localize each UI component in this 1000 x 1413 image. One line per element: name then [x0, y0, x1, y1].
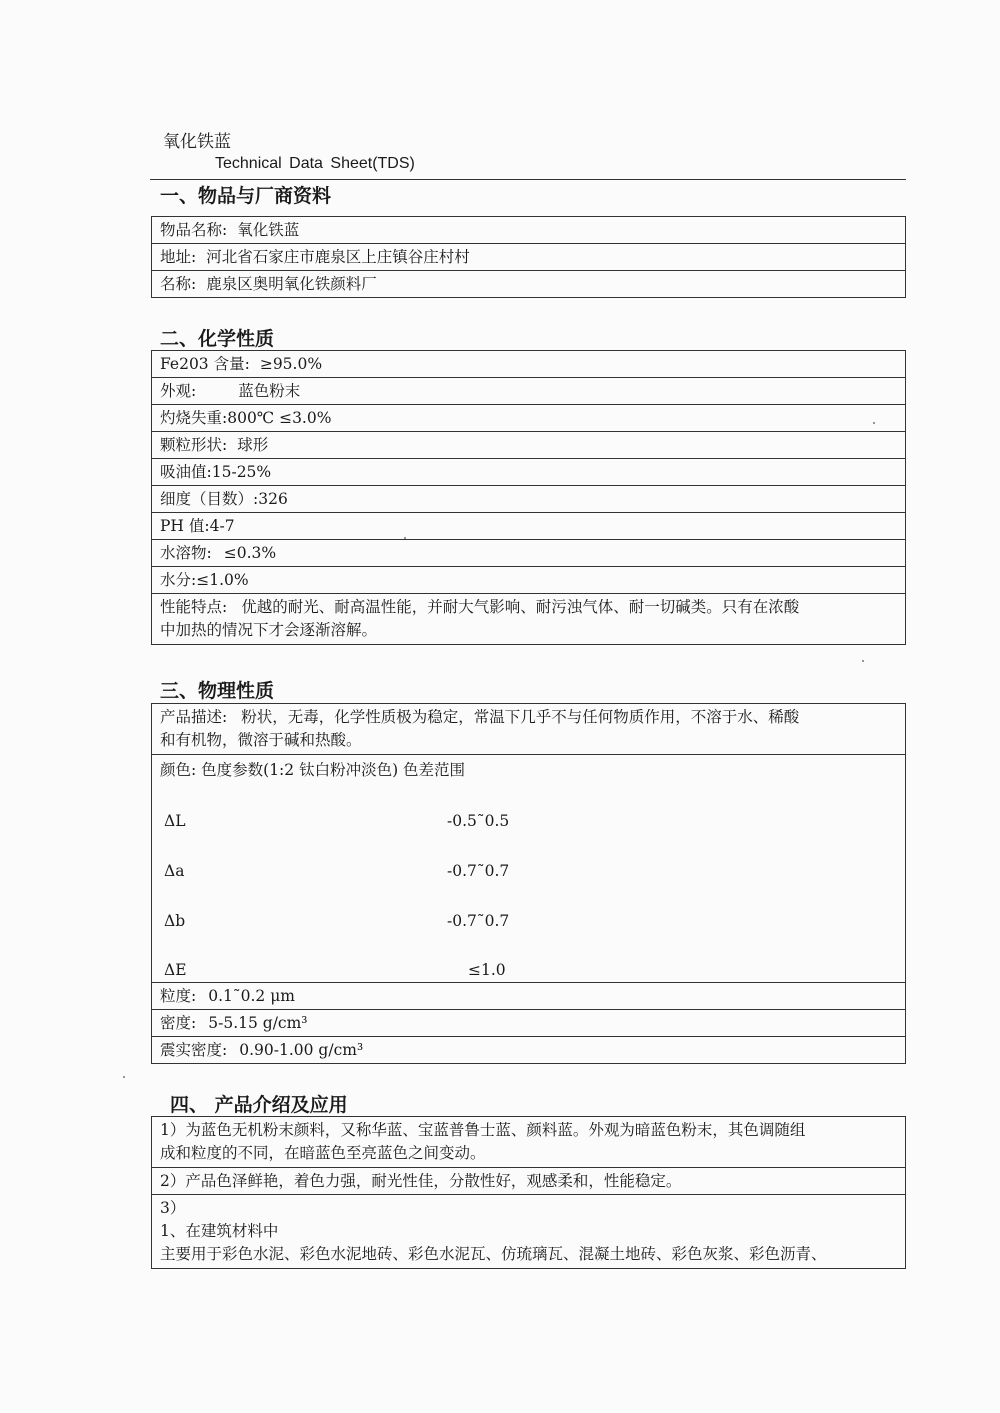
- table-row: [152, 1117, 906, 1168]
- section1-table: [151, 216, 906, 298]
- row-label: 地址:: [160, 248, 197, 266]
- table-row: [152, 378, 906, 405]
- row-label: 水分:: [160, 571, 197, 589]
- table-row: [152, 513, 906, 540]
- table-row: [152, 1010, 906, 1037]
- item2-text: 2）产品色泽鲜艳，着色力强，耐光性佳，分散性好，观感柔和，性能稳定。: [152, 1168, 906, 1195]
- row-label: 震实密度:: [160, 1041, 228, 1059]
- description-label: 产品描述:: [160, 708, 228, 726]
- row-label: PH 值:: [160, 517, 210, 535]
- table-row: [152, 217, 906, 244]
- row-value: 氧化铁蓝: [237, 221, 300, 239]
- row-value: 0.1˜0.2 μm: [208, 987, 295, 1005]
- row-value: 800℃ ≤3.0%: [227, 409, 332, 427]
- table-row: [152, 351, 906, 378]
- row-value: 326: [258, 490, 288, 508]
- row-value: 蓝色粉末: [238, 382, 301, 400]
- table-row: [152, 1037, 906, 1064]
- row-label: 水溶物:: [160, 544, 212, 562]
- scan-speck: [862, 660, 864, 662]
- table-row: [152, 983, 906, 1010]
- delta-e-symbol: ΔE: [164, 961, 187, 979]
- row-value: ≤1.0%: [196, 571, 249, 589]
- row-value: 河北省石家庄市鹿泉区上庄镇谷庄村村: [206, 248, 470, 266]
- table-row: [152, 405, 906, 432]
- item1-text: 1）为蓝色无机粉末颜料，又称华蓝、宝蓝普鲁士蓝、颜料蓝。外观为暗蓝色粉末，其色调随组: [160, 1121, 806, 1139]
- table-row: [152, 567, 906, 594]
- row-label: 密度:: [160, 1014, 197, 1032]
- section1-heading: 一、物品与厂商资料: [160, 185, 332, 207]
- scan-speck: [123, 1076, 125, 1078]
- row-value: 0.90-1.00 g/cm³: [239, 1041, 364, 1059]
- delta-l-range: -0.5˜0.5: [447, 812, 510, 830]
- row-value: 15-25%: [211, 463, 272, 481]
- document-title: 氧化铁蓝: [163, 132, 231, 152]
- item1-text-cont: 成和粒度的不同，在暗蓝色至亮蓝色之间变动。: [160, 1144, 486, 1162]
- row-label: 吸油值:: [160, 463, 212, 481]
- row-label: 颗粒形状:: [160, 436, 228, 454]
- table-row: [152, 755, 906, 983]
- row-value: ≥95.0%: [259, 355, 323, 373]
- table-row: [152, 432, 906, 459]
- item3-number: 3）: [160, 1199, 186, 1217]
- row-label: 灼烧失重:: [160, 409, 228, 427]
- section4-heading: 四、 产品介绍及应用: [170, 1094, 348, 1116]
- row-label: 名称:: [160, 275, 197, 293]
- row-value: 鹿泉区奥明氧化铁颜料厂: [206, 275, 377, 293]
- row-label: 外观:: [160, 382, 197, 400]
- table-row: [152, 459, 906, 486]
- item3-text: 主要用于彩色水泥、彩色水泥地砖、彩色水泥瓦、仿琉璃瓦、混凝土地砖、彩色灰浆、彩色沥青、: [160, 1245, 827, 1263]
- performance-text-cont: 中加热的情况下才会逐渐溶解。: [160, 621, 378, 639]
- item3-subheading: 1、在建筑材料中: [160, 1222, 279, 1240]
- row-label: 粒度:: [160, 987, 197, 1005]
- section2-table: [151, 350, 906, 645]
- table-row: [152, 1195, 906, 1269]
- section2-heading: 二、化学性质: [160, 328, 275, 350]
- delta-a-symbol: Δa: [164, 862, 185, 880]
- document-subtitle: Technical Data Sheet(TDS): [215, 155, 415, 172]
- row-value: 5-5.15 g/cm³: [208, 1014, 308, 1032]
- row-label: 细度（目数）:: [160, 490, 259, 508]
- color-header: 颜色: 色度参数(1:2 钛白粉冲淡色) 色差范围: [160, 761, 466, 779]
- section3-heading: 三、物理性质: [160, 680, 275, 702]
- table-row: [152, 244, 906, 271]
- description-text-cont: 和有机物，微溶于碱和热酸。: [160, 731, 362, 749]
- section3-table: [151, 703, 906, 1064]
- table-row: [152, 704, 906, 755]
- description-text: 粉状，无毒，化学性质极为稳定，常温下几乎不与任何物质作用，不溶于水、稀酸: [241, 708, 800, 726]
- table-row: [152, 1168, 906, 1195]
- scan-speck: [404, 537, 406, 539]
- section4-table: [151, 1116, 906, 1269]
- delta-e-range: ≤1.0: [468, 961, 506, 979]
- row-value: ≤0.3%: [223, 544, 277, 562]
- row-value: 4-7: [209, 517, 235, 535]
- table-row: [152, 486, 906, 513]
- row-value: 球形: [237, 436, 269, 454]
- delta-b-range: -0.7˜0.7: [447, 912, 510, 930]
- table-row: [152, 594, 906, 645]
- table-row: [152, 540, 906, 567]
- performance-label: 性能特点:: [160, 598, 228, 616]
- table-row: [152, 271, 906, 298]
- scan-speck: [873, 422, 875, 424]
- delta-a-range: -0.7˜0.7: [447, 862, 510, 880]
- delta-l-symbol: ΔL: [164, 812, 186, 830]
- delta-b-symbol: Δb: [164, 912, 186, 930]
- performance-text: 优越的耐光、耐高温性能，并耐大气影响、耐污浊气体、耐一切碱类。只有在浓酸: [241, 598, 800, 616]
- header-rule: [150, 179, 906, 180]
- row-label: 物品名称:: [160, 221, 228, 239]
- row-label: Fe203 含量:: [160, 355, 250, 373]
